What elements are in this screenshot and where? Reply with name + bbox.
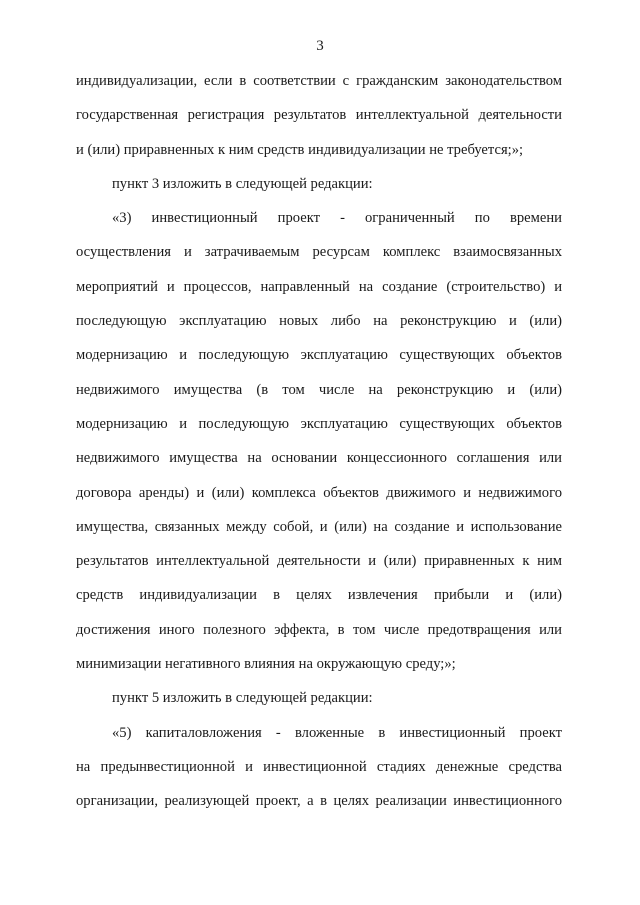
text-line: результатов интеллектуальной деятельности и (или) приравненных к ним — [76, 553, 562, 570]
text-line: организации, реализующей проект, а в целях реализации инвестиционного — [76, 793, 562, 810]
amendment-instruction: пункт 5 изложить в следующей редакции: — [112, 690, 373, 707]
text-line: минимизации негативного влияния на окружающую среду;»; — [76, 656, 456, 673]
document-body — [76, 70, 562, 825]
text-line: осуществления и затрачиваемым ресурсам комплекс взаимосвязанных — [76, 244, 562, 261]
text-line: недвижимого имущества на основании концессионного соглашения или — [76, 450, 562, 467]
text-line: средств индивидуализации в целях извлечения прибыли и (или) — [76, 587, 562, 604]
text-line: модернизацию и последующую эксплуатацию существующих объектов — [76, 415, 562, 432]
definition-start: «5) капиталовложения - вложенные в инвестиционный проект — [112, 724, 562, 741]
text-line: на предынвестиционной и инвестиционной стадиях денежные средства — [76, 758, 562, 775]
text-line: мероприятий и процессов, направленный на создание (строительство) и — [76, 278, 562, 295]
page-number: 3 — [316, 38, 324, 54]
text-line: государственная регистрация результатов интеллектуальной деятельности — [76, 107, 562, 124]
text-line: достижения иного полезного эффекта, в том числе предотвращения или — [76, 621, 562, 638]
text-line: индивидуализации, если в соответствии с гражданским законодательством — [76, 73, 562, 89]
text-line: договора аренды) и (или) комплекса объектов движимого и недвижимого — [76, 484, 562, 501]
text-line: модернизацию и последующую эксплуатацию существующих объектов — [76, 347, 562, 364]
text-line: имущества, связанных между собой, и (или) на создание и использование — [76, 518, 562, 535]
text-line: и (или) приравненных к ним средств индивидуализации не требуется;»; — [76, 141, 524, 158]
definition-start: «3) инвестиционный проект - ограниченный по времени — [112, 210, 562, 227]
text-line: последующую эксплуатацию новых либо на реконструкцию и (или) — [76, 313, 562, 330]
amendment-instruction: пункт 3 изложить в следующей редакции: — [112, 175, 373, 192]
text-line: недвижимого имущества (в том числе на реконструкцию и (или) — [76, 381, 562, 398]
